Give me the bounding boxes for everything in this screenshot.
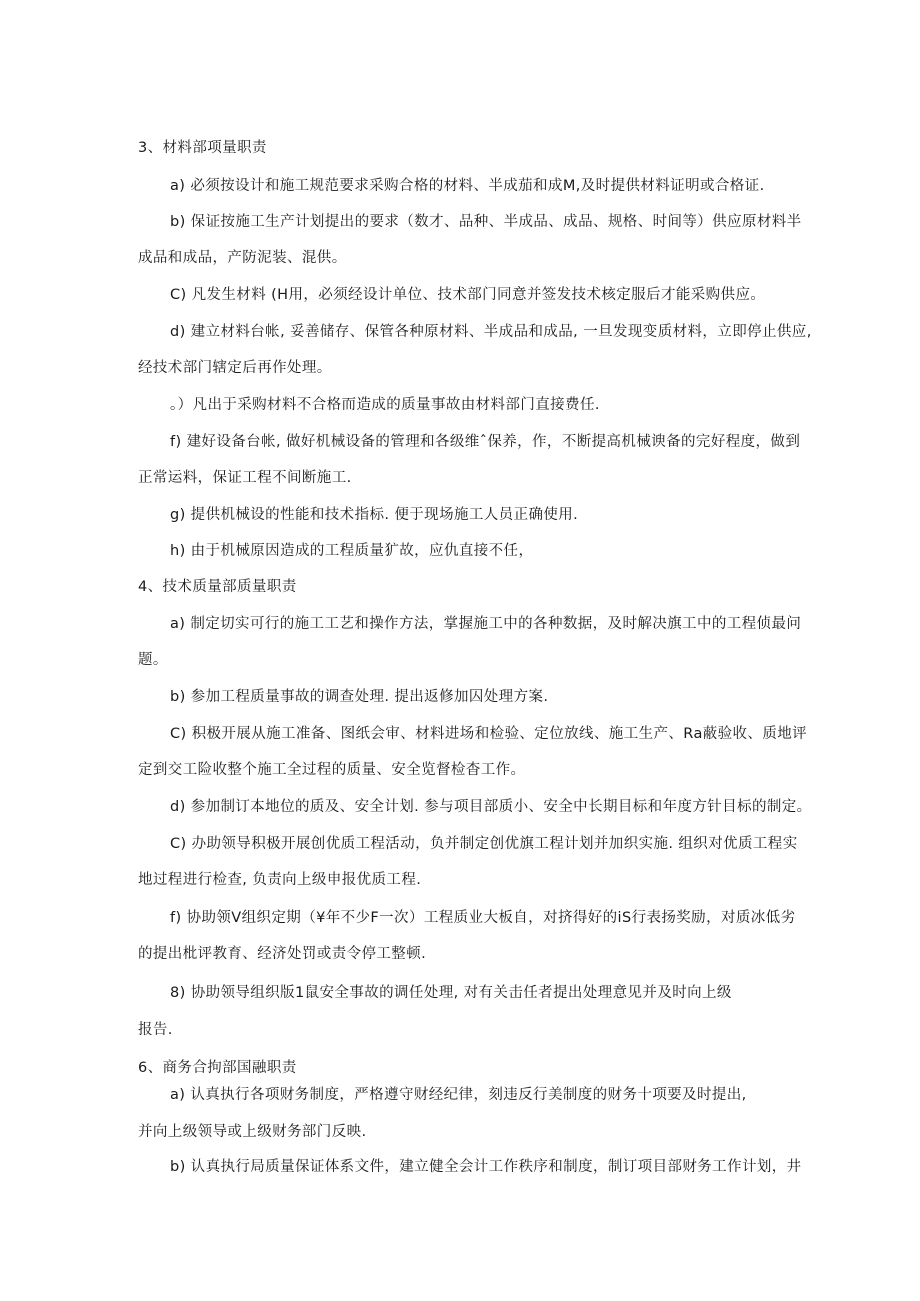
paragraph-line: 正常运料，保证工程不间断施工. bbox=[138, 470, 352, 486]
paragraph-line: a) 认真执行各项财务制度，严格遵守财经纪律，刻违反行美制度的财务十项要及时提出, bbox=[170, 1087, 747, 1103]
paragraph-line: g) 提供机械设的性能和技术指标. 便于现场施工人员正确使用. bbox=[170, 507, 579, 523]
section-3-heading: 3、材料部项量职责 bbox=[138, 140, 267, 156]
paragraph-line: 经技术部门辖定后再作处理。 bbox=[138, 360, 332, 376]
paragraph-line: 定到交工险收整个施工全过程的质量、安全览督检杳工作。 bbox=[138, 762, 526, 778]
paragraph-line: 报告. bbox=[138, 1022, 173, 1038]
paragraph-line: 成品和成品，产防泥装、混供。 bbox=[138, 250, 347, 266]
paragraph-line: C) 积极开展从施工准备、图纸会审、材料进场和检验、定位放线、施工生产、Ra蔽验收、质地评 bbox=[170, 726, 808, 742]
paragraph-line: a) 制定切实可行的施工工艺和操作方法，掌握施工中的各种数据，及时解决旗工中的工程侦最问 bbox=[170, 616, 802, 632]
paragraph-line: d) 参加制订本地位的质及、安全计划. 参与项目部质小、安全中长期目标和年度方针目标的制定。 bbox=[170, 799, 812, 815]
paragraph-line: C) 办助领导积极开展创优质工程活动，负并制定创优旗工程计划并加织实施. 组织对优质工程实 bbox=[170, 836, 798, 852]
section-6-heading: 6、商务合拘部国融职责 bbox=[138, 1060, 297, 1076]
paragraph-line: d) 建立材料台帐, 妥善储存、保管各种原材料、半成品和成品, 一旦发现变质材料，立即停止供应, bbox=[170, 324, 812, 340]
paragraph-line: h) 由于机械原因造成的工程质量犷故，应仇直接不任， bbox=[170, 543, 534, 559]
section-4-heading: 4、技术质量部质量职责 bbox=[138, 579, 297, 595]
paragraph-line: a) 必须按设计和施工规范要求采购合格的材料、半成茄和成M,及时提供材料证明或合格证. bbox=[170, 178, 765, 194]
paragraph-line: f) 协助领V组织定期（¥年不少F一次）工程质业大板自，对挤得好的iS行表扬奖励，对质冰低劣 bbox=[170, 910, 796, 926]
paragraph-line: 的提出枇评教育、经济处罚或责令停工整顿. bbox=[138, 946, 427, 962]
paragraph-line: b) 认真执行局质量保证体系文件，建立健全会计工作秩序和制度，制订项目部财务工作计划，井 bbox=[170, 1159, 802, 1175]
paragraph-line: 8) 协助领导组织版1鼠安全事故的调任处理, 对有关击任者提出处理意见并及时向上级 bbox=[170, 985, 732, 1001]
paragraph-line: b) 参加工程质量事故的调查处理. 提出返修加囚处理方案. bbox=[170, 689, 549, 705]
paragraph-line: f) 建好设备台帐, 做好机械设备的管理和各级维ˆ保养，作，不断提高机械谀备的完好程度，做到 bbox=[170, 434, 801, 450]
paragraph-line: C) 凡发生材料 (H用，必须经设计单位、技术部门同意并签发技术核定服后才能采购供应。 bbox=[170, 287, 766, 303]
paragraph-line: 题。 bbox=[138, 652, 168, 668]
paragraph-line: 。）凡出于采购材料不合格而造成的质量事故由材料部门直接费任. bbox=[170, 397, 600, 413]
paragraph-line: b) 保证按施工生产计划提出的要求（数才、品种、半成品、成品、规格、时间等）供应原材料半 bbox=[170, 214, 802, 230]
paragraph-line: 地过程进行检查, 负责向上级申报优质工程. bbox=[138, 872, 422, 888]
paragraph-line: 并向上级领导或上级财务部门反映. bbox=[138, 1124, 367, 1140]
